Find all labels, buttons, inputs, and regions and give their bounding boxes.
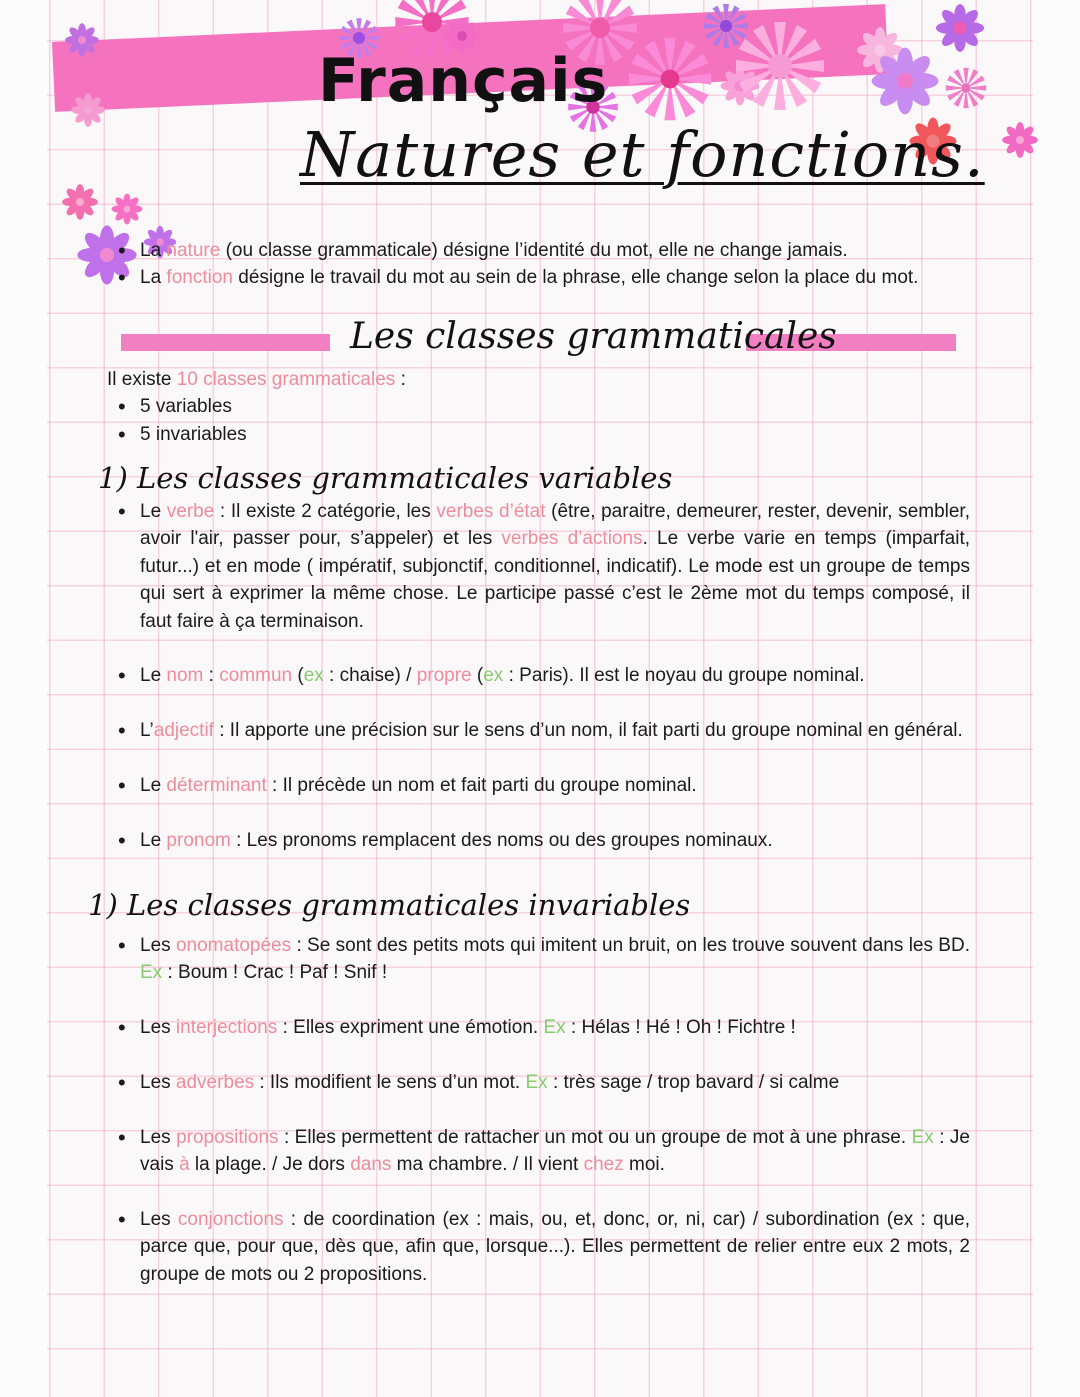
flower-icon bbox=[732, 18, 828, 114]
classes-line: Il existe 10 classes grammaticales : bbox=[107, 369, 406, 390]
list-item: • Le déterminant : Il précède un nom et fait parti du groupe nominal. bbox=[118, 773, 697, 799]
list-item: • L’adjectif : Il apporte une précision sur le sens d’un nom, il fait parti du groupe nominal en général. bbox=[118, 718, 963, 744]
section-heading-variables: 1) Les classes grammaticales variables bbox=[98, 461, 673, 495]
flower-icon bbox=[66, 88, 110, 132]
flower-icon bbox=[998, 118, 1042, 162]
list-item: • Le nom : commun (ex : chaise) / propre (ex : Paris). Il est le noyau du groupe nominal. bbox=[118, 663, 865, 689]
classes-intro bbox=[107, 366, 977, 448]
list-item: • La fonction désigne le travail du mot au sein de la phrase, elle change selon la place du mot. bbox=[118, 265, 919, 291]
list-item: • Les adverbes : Ils modifient le sens d’un mot. Ex : très sage / trop bavard / si calme bbox=[118, 1070, 840, 1095]
flower-icon bbox=[870, 46, 940, 116]
flower-icon bbox=[60, 18, 104, 62]
page-title: Français bbox=[318, 46, 609, 116]
heading-rule-left bbox=[121, 334, 330, 351]
list-item: • La nature (ou classe grammaticale) désigne l’identité du mot, elle ne change jamais. bbox=[118, 238, 848, 263]
flower-icon bbox=[944, 66, 988, 110]
list-item: • 5 invariables bbox=[118, 421, 247, 447]
flower-icon bbox=[58, 180, 102, 224]
invariables-section bbox=[118, 932, 970, 1288]
page-subtitle: Natures et fonctions. bbox=[300, 118, 985, 191]
list-item: • Le verbe : Il existe 2 catégorie, les verbes d’état (être, paraitre, demeurer, rester, devenir, sembler, avoir l'air, passer pour, s’appeler) et les verbes d’actions. Le verbe varie en temps (imparfait, futur...) et en mode ( impératif, subjonctif, conditionnel, indicatif). Le mode est un groupe de temps qui sert à exprimer la même chose. Le participe passé c’est le 2ème mot du temps composé, il faut faire à ça terminaison. bbox=[118, 499, 970, 632]
list-item: • Les propositions : Elles permettent de rattacher un mot ou un groupe de mot à une phrase. Ex : Je vais à la plage. / Je dors dans ma chambre. / Il vient chez moi. bbox=[118, 1124, 970, 1176]
list-item: • Les onomatopées : Se sont des petits mots qui imitent un bruit, on les trouve souvent dans les BD. Ex : Boum ! Crac ! Paf ! Snif ! bbox=[118, 933, 970, 984]
section-heading-classes: Les classes grammaticales bbox=[350, 316, 837, 357]
list-item: • Les interjections : Elles expriment une émotion. Ex : Hélas ! Hé ! Oh ! Fichtre ! bbox=[118, 1015, 796, 1041]
section-heading-invariables: 1) Les classes grammaticales invariables bbox=[88, 888, 691, 922]
flower-icon bbox=[932, 0, 988, 56]
list-item: • 5 variables bbox=[118, 394, 232, 420]
list-item: • Les conjonctions : de coordination (ex : mais, ou, et, donc, or, ni, car) / subordination (ex : que, parce que, pour que, dès que, afin que, lorsque...). Elles permettent de relier entre eux 2 mots, 2 groupe de mots ou 2 propositions. bbox=[118, 1207, 970, 1285]
variables-section bbox=[118, 498, 970, 854]
intro-section bbox=[118, 237, 972, 292]
list-item: • Le pronom : Les pronoms remplacent des noms ou des groupes nominaux. bbox=[118, 827, 773, 853]
